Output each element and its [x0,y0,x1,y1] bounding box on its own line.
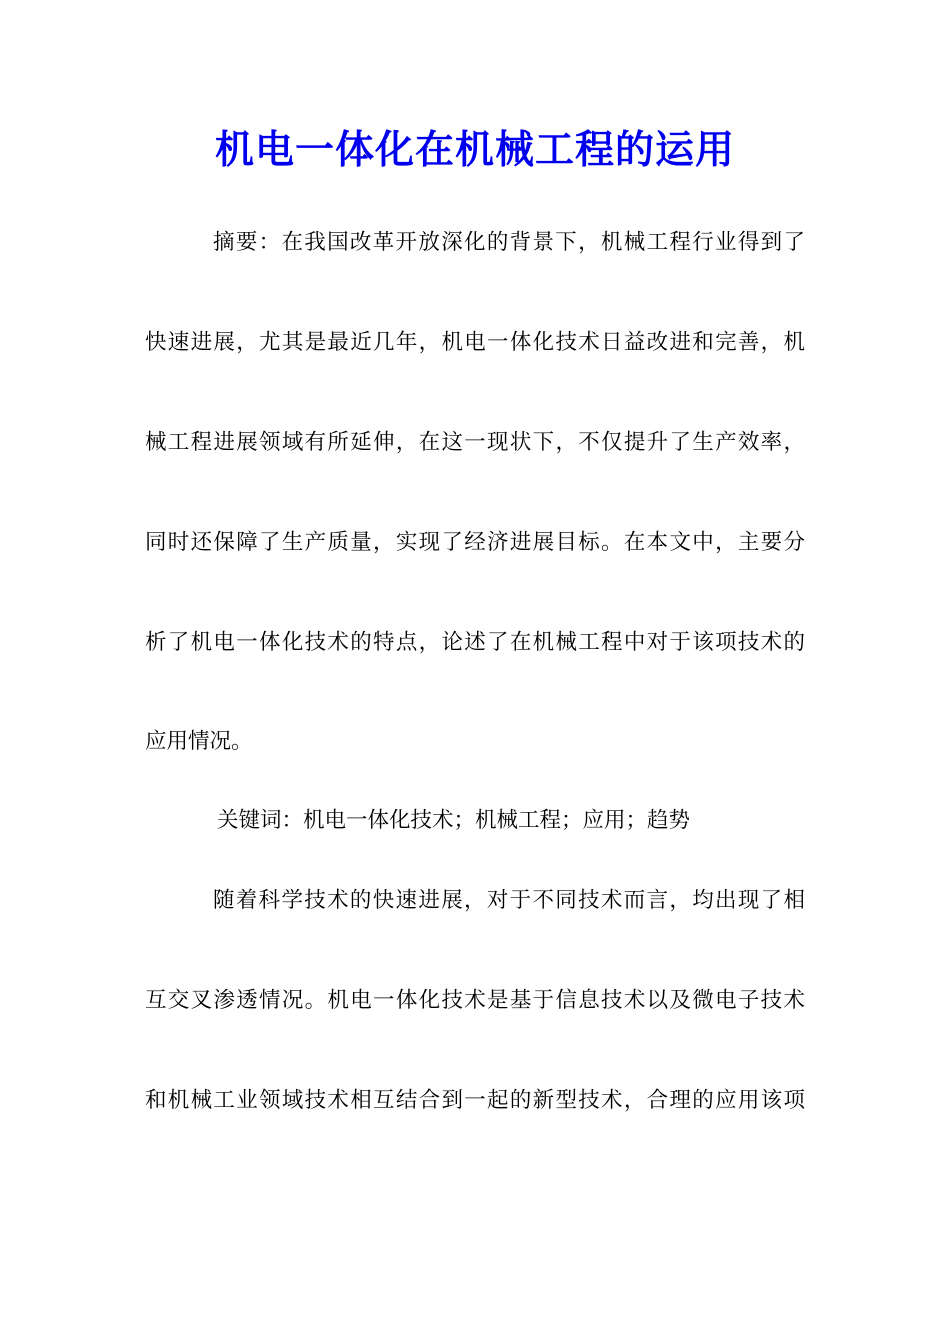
abstract-line: 快速进展，尤其是最近几年，机电一体化技术日益改进和完善，机 [145,330,805,355]
document-title: 机电一体化在机械工程的运用 [214,127,735,173]
abstract-line: 应用情况。 [145,729,253,754]
keywords-line: 关键词：机电一体化技术；机械工程；应用；趋势 [217,808,691,833]
body-line: 和机械工业领域技术相互结合到一起的新型技术，合理的应用该项 [145,1088,805,1113]
abstract-line: 同时还保障了生产质量，实现了经济进展目标。在本文中，主要分 [145,530,805,555]
abstract-line: 摘要：在我国改革开放深化的背景下，机械工程行业得到了 [213,230,805,255]
body-line: 随着科学技术的快速进展，对于不同技术而言，均出现了相 [213,888,805,913]
abstract-line: 械工程进展领域有所延伸，在这一现状下，不仅提升了生产效率， [145,430,805,455]
abstract-line: 析了机电一体化技术的特点，论述了在机械工程中对于该项技术的 [145,630,805,655]
body-line: 互交叉渗透情况。机电一体化技术是基于信息技术以及微电子技术 [145,988,805,1013]
